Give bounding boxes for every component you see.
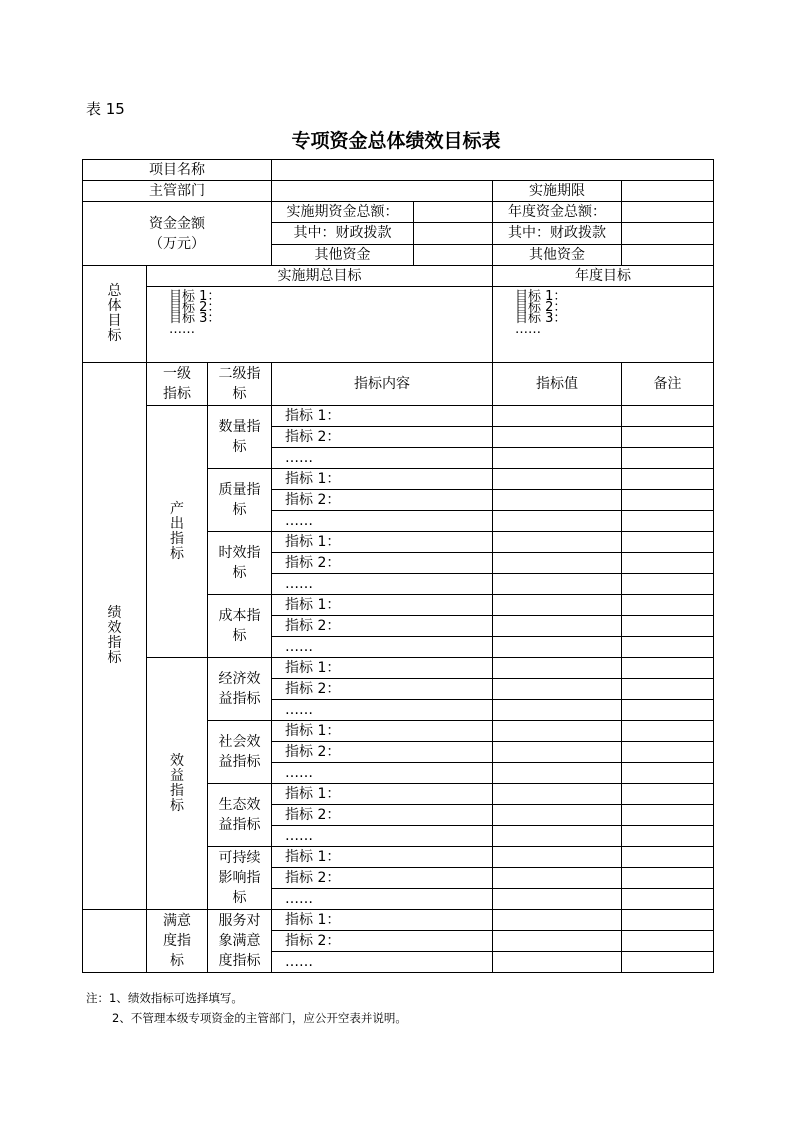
indicator-more[interactable]: …… <box>272 574 493 595</box>
indicator-1[interactable]: 指标 1： <box>272 658 493 679</box>
value-header: 指标值 <box>493 363 622 406</box>
table-number: 表 15 <box>86 100 125 118</box>
period-other-label: 其他资金 <box>272 245 414 266</box>
period-label: 实施期限 <box>493 181 622 202</box>
remark-header: 备注 <box>622 363 714 406</box>
output-item-4: 成本指标 <box>208 595 272 658</box>
value-cell[interactable] <box>493 910 622 931</box>
period-goal-header: 实施期总目标 <box>147 266 493 287</box>
value-cell[interactable] <box>493 553 622 574</box>
remark-cell[interactable] <box>622 427 714 448</box>
year-other-value[interactable] <box>622 245 714 266</box>
content-header: 指标内容 <box>272 363 493 406</box>
fund-amount-text: 资金金额 <box>149 215 205 232</box>
value-cell[interactable] <box>493 952 622 973</box>
performance-goal-table <box>82 159 714 973</box>
indicator-more[interactable]: …… <box>272 637 493 658</box>
benefit-item-2: 社会效益指标 <box>208 721 272 784</box>
value-cell[interactable] <box>493 490 622 511</box>
remark-cell[interactable] <box>622 532 714 553</box>
notes <box>86 988 407 1028</box>
year-fiscal-label: 其中：财政拨款 <box>493 223 622 245</box>
remark-cell[interactable] <box>622 679 714 700</box>
indicator-2[interactable]: 指标 2： <box>272 616 493 637</box>
value-cell[interactable] <box>493 868 622 889</box>
output-indicator-label: 产 出 指 标 <box>147 406 208 658</box>
remark-cell[interactable] <box>622 553 714 574</box>
value-cell[interactable] <box>493 700 622 721</box>
indicator-1[interactable]: 指标 1： <box>272 721 493 742</box>
year-total-label: 年度资金总额： <box>493 202 622 223</box>
benefit-indicator-label: 效 益 指 标 <box>147 658 208 910</box>
benefit-item-4: 可持续影响指标 <box>208 847 272 910</box>
value-cell[interactable] <box>493 511 622 532</box>
satisfaction-item-1: 服务对象满意度指标 <box>208 910 272 973</box>
period-goals[interactable]: 目标 1： 目标 2： 目标 3： …… <box>147 287 493 363</box>
remark-cell[interactable] <box>622 658 714 679</box>
value-cell[interactable] <box>493 784 622 805</box>
value-cell[interactable] <box>493 763 622 784</box>
value-cell[interactable] <box>493 889 622 910</box>
indicator-more[interactable]: …… <box>272 511 493 532</box>
fund-amount-label <box>83 202 272 266</box>
remark-cell[interactable] <box>622 595 714 616</box>
remark-cell[interactable] <box>622 826 714 847</box>
indicator-2[interactable]: 指标 2： <box>272 679 493 700</box>
indicator-2[interactable]: 指标 2： <box>272 931 493 952</box>
value-cell[interactable] <box>493 448 622 469</box>
l1-header: 一级指标 <box>147 363 208 406</box>
value-cell[interactable] <box>493 406 622 427</box>
remark-cell[interactable] <box>622 490 714 511</box>
year-fiscal-value[interactable] <box>622 223 714 245</box>
value-cell[interactable] <box>493 637 622 658</box>
year-total-value[interactable] <box>622 202 714 223</box>
remark-cell[interactable] <box>622 784 714 805</box>
page-title: 专项资金总体绩效目标表 <box>291 130 501 152</box>
overall-goal-label: 总 体 目 标 <box>83 266 147 363</box>
indicator-2[interactable]: 指标 2： <box>272 805 493 826</box>
value-cell[interactable] <box>493 847 622 868</box>
indicator-2[interactable]: 指标 2： <box>272 427 493 448</box>
indicator-more[interactable]: …… <box>272 763 493 784</box>
benefit-item-3: 生态效益指标 <box>208 784 272 847</box>
indicator-2[interactable]: 指标 2： <box>272 742 493 763</box>
l2-header: 二级指标 <box>208 363 272 406</box>
indicator-1[interactable]: 指标 1： <box>272 910 493 931</box>
remark-cell[interactable] <box>622 448 714 469</box>
remark-cell[interactable] <box>622 889 714 910</box>
remark-cell[interactable] <box>622 637 714 658</box>
value-cell[interactable] <box>493 805 622 826</box>
value-cell[interactable] <box>493 469 622 490</box>
value-cell[interactable] <box>493 574 622 595</box>
satisfaction-label: 满意度指标 <box>147 910 208 973</box>
remark-cell[interactable] <box>622 616 714 637</box>
year-other-label: 其他资金 <box>493 245 622 266</box>
value-cell[interactable] <box>493 532 622 553</box>
indicator-1[interactable]: 指标 1： <box>272 784 493 805</box>
note-1: 注：1、绩效指标可选择填写。 <box>86 991 243 1005</box>
project-name-label: 项目名称 <box>83 160 272 181</box>
period-total-label: 实施期资金总额： <box>272 202 414 223</box>
remark-cell[interactable] <box>622 847 714 868</box>
indicator-more[interactable]: …… <box>272 700 493 721</box>
indicator-more[interactable]: …… <box>272 952 493 973</box>
value-cell[interactable] <box>493 742 622 763</box>
value-cell[interactable] <box>493 427 622 448</box>
indicator-1[interactable]: 指标 1： <box>272 469 493 490</box>
year-goals[interactable]: 目标 1： 目标 2： 目标 3： …… <box>493 287 714 363</box>
indicator-more[interactable]: …… <box>272 826 493 847</box>
value-cell[interactable] <box>493 826 622 847</box>
remark-cell[interactable] <box>622 931 714 952</box>
indicator-1[interactable]: 指标 1： <box>272 595 493 616</box>
remark-cell[interactable] <box>622 700 714 721</box>
remark-cell[interactable] <box>622 952 714 973</box>
indicator-more[interactable]: …… <box>272 889 493 910</box>
indicator-1[interactable]: 指标 1： <box>272 532 493 553</box>
dept-value[interactable] <box>272 181 493 202</box>
indicator-2[interactable]: 指标 2： <box>272 868 493 889</box>
indicator-2[interactable]: 指标 2： <box>272 490 493 511</box>
period-fiscal-label: 其中：财政拨款 <box>272 223 414 245</box>
output-item-1: 数量指标 <box>208 406 272 469</box>
value-cell[interactable] <box>493 658 622 679</box>
note-2: 2、不管理本级专项资金的主管部门，应公开空表并说明。 <box>112 1011 407 1025</box>
remark-cell[interactable] <box>622 721 714 742</box>
indicator-2[interactable]: 指标 2： <box>272 553 493 574</box>
remark-cell[interactable] <box>622 469 714 490</box>
remark-cell[interactable] <box>622 910 714 931</box>
fund-unit-text: （万元） <box>149 235 205 252</box>
remark-cell[interactable] <box>622 763 714 784</box>
remark-cell[interactable] <box>622 805 714 826</box>
perf-indicator-label: 绩 效 指 标 <box>83 363 147 910</box>
benefit-item-1: 经济效益指标 <box>208 658 272 721</box>
value-cell[interactable] <box>493 931 622 952</box>
output-item-2: 质量指标 <box>208 469 272 532</box>
value-cell[interactable] <box>493 721 622 742</box>
remark-cell[interactable] <box>622 868 714 889</box>
dept-label: 主管部门 <box>83 181 272 202</box>
year-goal-header: 年度目标 <box>493 266 714 287</box>
remark-cell[interactable] <box>622 511 714 532</box>
indicator-1[interactable]: 指标 1： <box>272 847 493 868</box>
indicator-more[interactable]: …… <box>272 448 493 469</box>
remark-cell[interactable] <box>622 406 714 427</box>
value-cell[interactable] <box>493 595 622 616</box>
period-value[interactable] <box>622 181 714 202</box>
perf-label-empty <box>83 910 147 973</box>
value-cell[interactable] <box>493 679 622 700</box>
indicator-1[interactable]: 指标 1： <box>272 406 493 427</box>
remark-cell[interactable] <box>622 574 714 595</box>
period-fiscal-value[interactable] <box>414 223 493 245</box>
project-name-value[interactable] <box>272 160 714 181</box>
remark-cell[interactable] <box>622 742 714 763</box>
value-cell[interactable] <box>493 616 622 637</box>
period-total-value[interactable] <box>414 202 493 223</box>
output-item-3: 时效指标 <box>208 532 272 595</box>
period-other-value[interactable] <box>414 245 493 266</box>
